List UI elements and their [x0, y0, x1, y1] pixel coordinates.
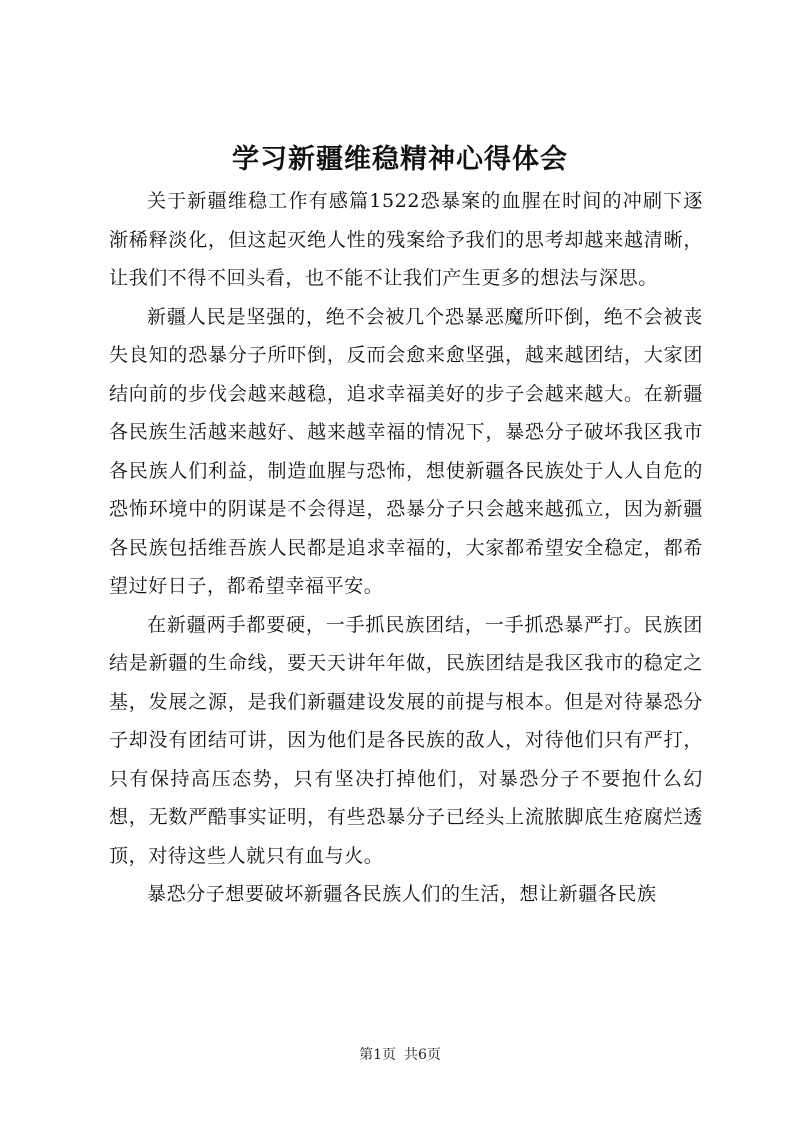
paragraph: 暴恐分子想要破坏新疆各民族人们的生活，想让新疆各民族 [147, 883, 657, 905]
paragraph: 新疆人民是坚强的，绝不会被几个恐暴恶魔所吓倒，绝不会被丧失良知的恐暴分子所吓倒，反而会愈来愈坚强，越来越团结，大家团结向前的步伐会越来越稳，追求幸福美好的步子会越来越大。在新疆各民族生活越来越好、越来越幸福的情况下，暴恐分子破坏我区我市各民族人们利益，制造血腥与恐怖，想使新疆各民族处于人人自危的恐怖环境中的阴谋是不会得逞，恐暴分子只会越来越孤立，因为新疆各民族包括维吾族人民都是追求幸福的，大家都希望安全稳定，都希望过好日子，都希望幸福平安。 [109, 305, 703, 597]
page-total: 共6页 [404, 1047, 441, 1063]
document-body [109, 182, 703, 914]
paragraph: 在新疆两手都要硬，一手抓民族团结，一手抓恐暴严打。民族团结是新疆的生命线，要天天讲年年做，民族团结是我区我市的稳定之基，发展之源，是我们新疆建设发展的前提与根本。但是对待暴恐分子却没有团结可讲，因为他们是各民族的敌人，对待他们只有严打，只有保持高压态势，只有坚决打掉他们，对暴恐分子不要抱什么幻想，无数严酷事实证明，有些恐暴分子已经头上流脓脚底生疮腐烂透顶，对待这些人就只有血与火。 [109, 613, 703, 867]
page-number: 第1页 [359, 1047, 396, 1063]
document-title: 学习新疆维稳精神心得体会 [232, 144, 568, 175]
paragraph: 关于新疆维稳工作有感篇1522恐暴案的血腥在时间的冲刷下逐渐稀释淡化，但这起灭绝人性的残案给予我们的思考却越来越清晰，让我们不得不回头看，也不能不让我们产生更多的想法与深思。 [109, 190, 703, 289]
page-footer [0, 1045, 800, 1065]
